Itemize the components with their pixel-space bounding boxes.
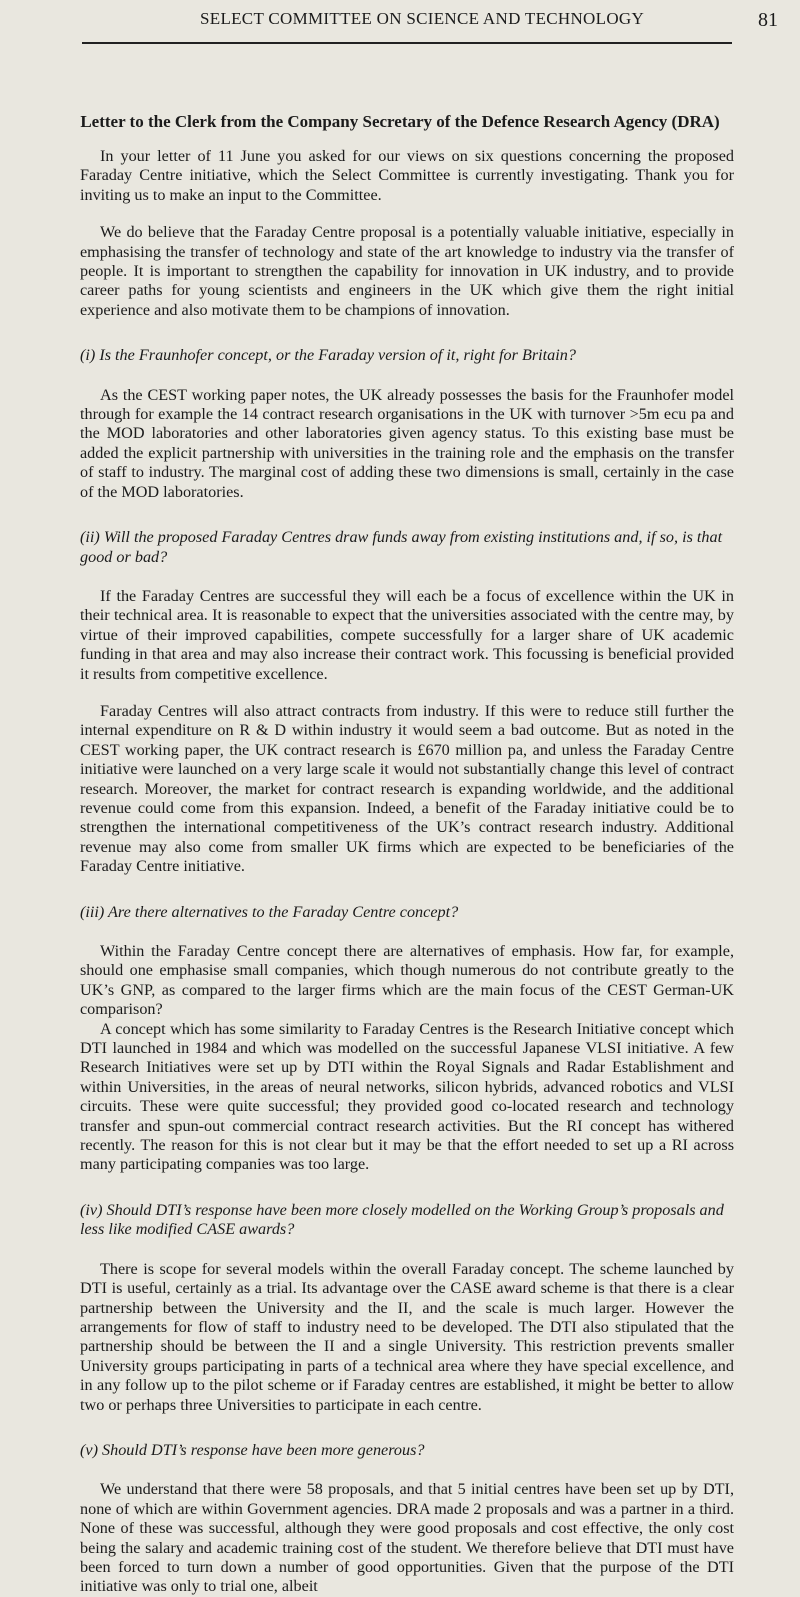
paragraph: Within the Faraday Centre concept there are alternatives of emphasis. How far, for example, should one emphasise small companies, which though numerous do not contribute greatly to the UK’s GNP, as compared to the larger firms which are the main focus of the CEST German-UK comparison?: [80, 942, 734, 1019]
question-heading: (iv) Should DTI’s response have been more closely modelled on the Working Group’s proposals and less like modified CASE awards?: [80, 1200, 724, 1239]
page-number: 81: [758, 9, 778, 31]
paragraph: In your letter of 11 June you asked for our views on six questions concerning the proposed Faraday Centre initiative, which the Select Committee is currently investigating. Thank you for inviting us to make an input to the Committee.: [80, 147, 734, 204]
header-rule: [82, 42, 732, 44]
letter-body: [80, 147, 734, 1597]
question-heading: (v) Should DTI’s response have been more generous?: [80, 1440, 425, 1459]
paragraph: We understand that there were 58 proposals, and that 5 initial centres have been set up by DTI, none of which are within Government agencies. DRA made 2 proposals and was a partner in a third. None of these was successful, although they were good proposals and cost effective, the only cost being the salary and academic training cost of the student. We therefore believe that DTI must have been forced to turn down a number of good opportunities. Given that the purpose of the DTI initiative was only to trial one, albeit: [80, 1480, 734, 1596]
paragraph: Faraday Centres will also attract contracts from industry. If this were to reduce still further the internal expenditure on R & D within industry it would seem a bad outcome. But as noted in the CEST working paper, the UK contract research is £670 million pa, and unless the Faraday Centre initiative were launched on a very large scale it would not substantially change this level of contract research. Moreover, the market for contract research is expanding worldwide, and the additional revenue could come from this expansion. Indeed, a benefit of the Faraday initiative could be to strengthen the international competitiveness of the UK’s contract research industry. Additional revenue may also come from smaller UK firms which are expected to be beneficiaries of the Faraday Centre initiative.: [80, 701, 734, 876]
paragraph: We do believe that the Faraday Centre proposal is a potentially valuable initiative, especially in emphasising the transfer of technology and state of the art knowledge to industry via the transfer of people. It is important to strengthen the capability for innovation in UK industry, and to provide career paths for young scientists and engineers in the UK which give them the right initial experience and also motivate them to be champions of innovation.: [80, 223, 734, 319]
paragraph: If the Faraday Centres are successful they will each be a focus of excellence within the UK in their technical area. It is reasonable to expect that the universities associated with the centre may, by virtue of their improved capabilities, compete successfully for a larger share of UK academic funding in that area and may also increase their contract work. This focussing is beneficial provided it results from competitive excellence.: [80, 586, 734, 683]
question-heading: (ii) Will the proposed Faraday Centres draw funds away from existing institutions and, if so, is that good or bad?: [80, 528, 723, 566]
running-head: [0, 6, 800, 36]
intro-section: [80, 147, 734, 320]
letter-title: Letter to the Clerk from the Company Secretary of the Defence Research Agency (DRA): [80, 112, 720, 131]
question-section-4: [80, 1201, 734, 1415]
question-heading: (i) Is the Fraunhofer concept, or the Faraday version of it, right for Britain?: [80, 346, 576, 365]
paragraph: As the CEST working paper notes, the UK already possesses the basis for the Fraunhofer model through for example the 14 contract research organisations in the UK with turnover >5m ecu pa and the MOD laboratories and other laboratories given agency status. To this existing base must be added the explicit partnership with universities in the training role and the emphasis on the transfer of staff to industry. The marginal cost of adding these two dimensions is small, certainly in the case of the MOD laboratories.: [80, 385, 734, 501]
question-section-2: [80, 528, 734, 877]
paragraph: A concept which has some similarity to Faraday Centres is the Research Initiative concept which DTI launched in 1984 and which was modelled on the successful Japanese VLSI initiative. A few Research Initiatives were set up by DTI within the Royal Signals and Radar Establishment and within Universities, in the areas of neural networks, silicon hybrids, advanced robotics and VLSI circuits. These were quite successful; they provided good co-located research and technology transfer and spun-out commercial contract research activities. But the RI concept has withered recently. The reason for this is not clear but it may be that the effort needed to set up a RI across many participating companies was too large.: [80, 1019, 734, 1174]
question-section-5: [80, 1441, 734, 1597]
question-section-1: [80, 346, 734, 502]
running-head-title: SELECT COMMITTEE ON SCIENCE AND TECHNOLOGY: [200, 9, 645, 28]
question-heading: (iii) Are there alternatives to the Faraday Centre concept?: [80, 902, 459, 921]
paragraph: There is scope for several models within the overall Faraday concept. The scheme launched by DTI is useful, certainly as a trial. Its advantage over the CASE award scheme is that there is a clear partnership between the University and the II, and the scale is much larger. However the arrangements for flow of staff to industry need to be developed. The DTI also stipulated that the partnership should be between the II and a single University. This restriction prevents smaller University groups participating in parts of a technical area where they have special excellence, and in any follow up to the pilot scheme or if Faraday centres are established, it might be better to allow two or perhaps three Universities to participate in each centre.: [80, 1259, 734, 1414]
question-section-3: [80, 903, 734, 1175]
